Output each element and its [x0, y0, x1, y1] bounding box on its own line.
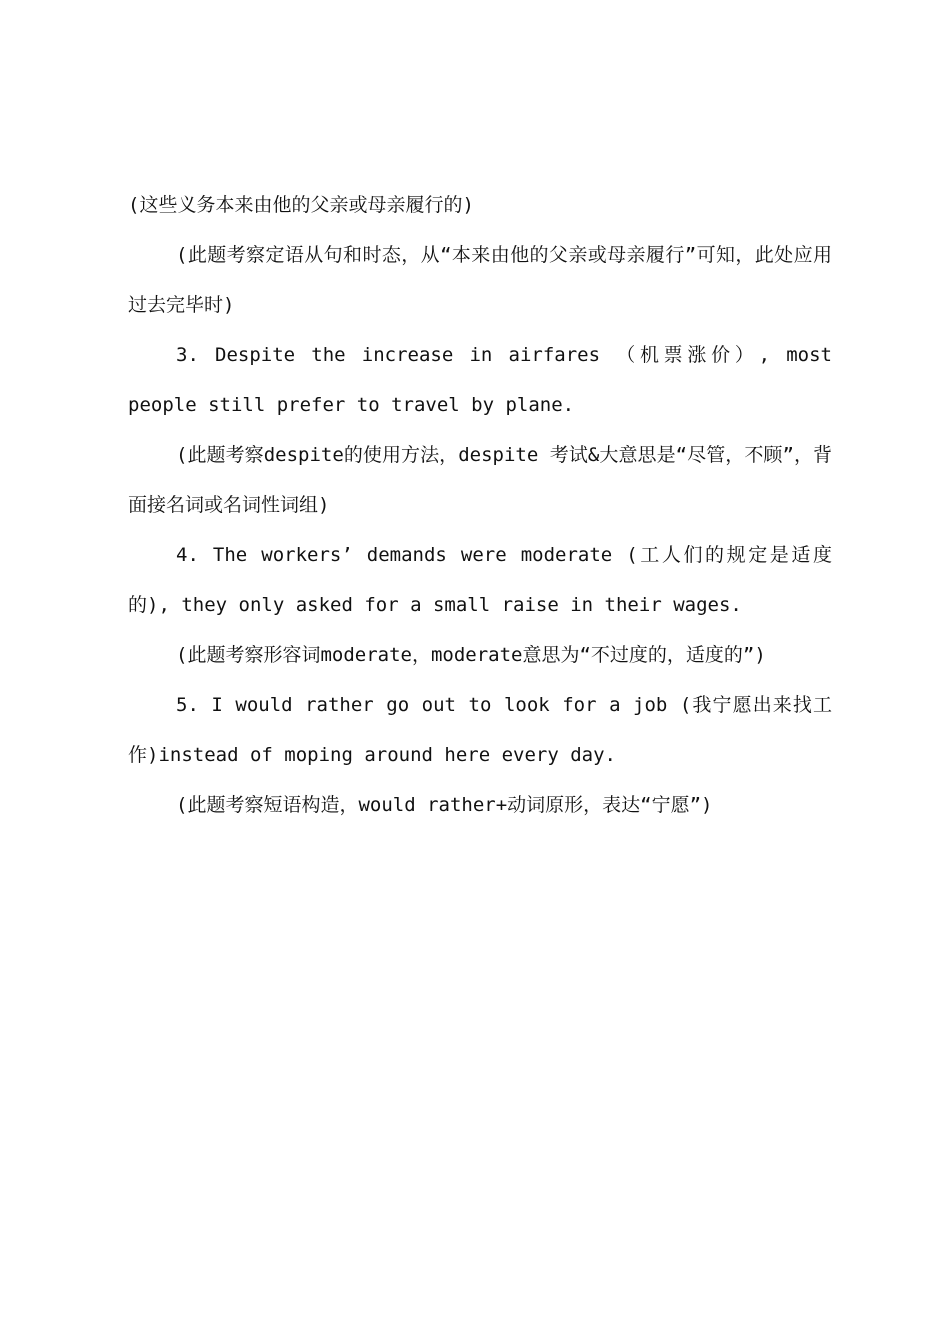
- paragraph-explanation-5: (此题考察短语构造，would rather+动词原形，表达“宁愿”): [176, 794, 713, 816]
- paragraph-translation-2: (这些义务本来由他的父亲或母亲履行的): [128, 194, 474, 216]
- paragraph-question-3: 3. Despite the increase in airfares （机票涨价）, most people still prefer to travel by plane.: [128, 344, 832, 416]
- paragraph-explanation-4: (此题考察形容词moderate，moderate意思为“不过度的，适度的”): [176, 644, 766, 666]
- paragraph-question-4: 4. The workers’ demands were moderate (工人们的规定是适度的), they only asked for a small raise in their wages.: [128, 544, 832, 616]
- paragraph-explanation-2: (此题考察定语从句和时态，从“本来由他的父亲或母亲履行”可知，此处应用过去完毕时): [128, 244, 832, 316]
- paragraph-question-5: 5. I would rather go out to look for a job (我宁愿出来找工作)instead of moping around here every day.: [128, 694, 832, 766]
- paragraph-explanation-3: (此题考察despite的使用方法，despite 考试&大意思是“尽管，不顾”，背面接名词或名词性词组): [128, 444, 832, 516]
- document-body: [128, 180, 832, 830]
